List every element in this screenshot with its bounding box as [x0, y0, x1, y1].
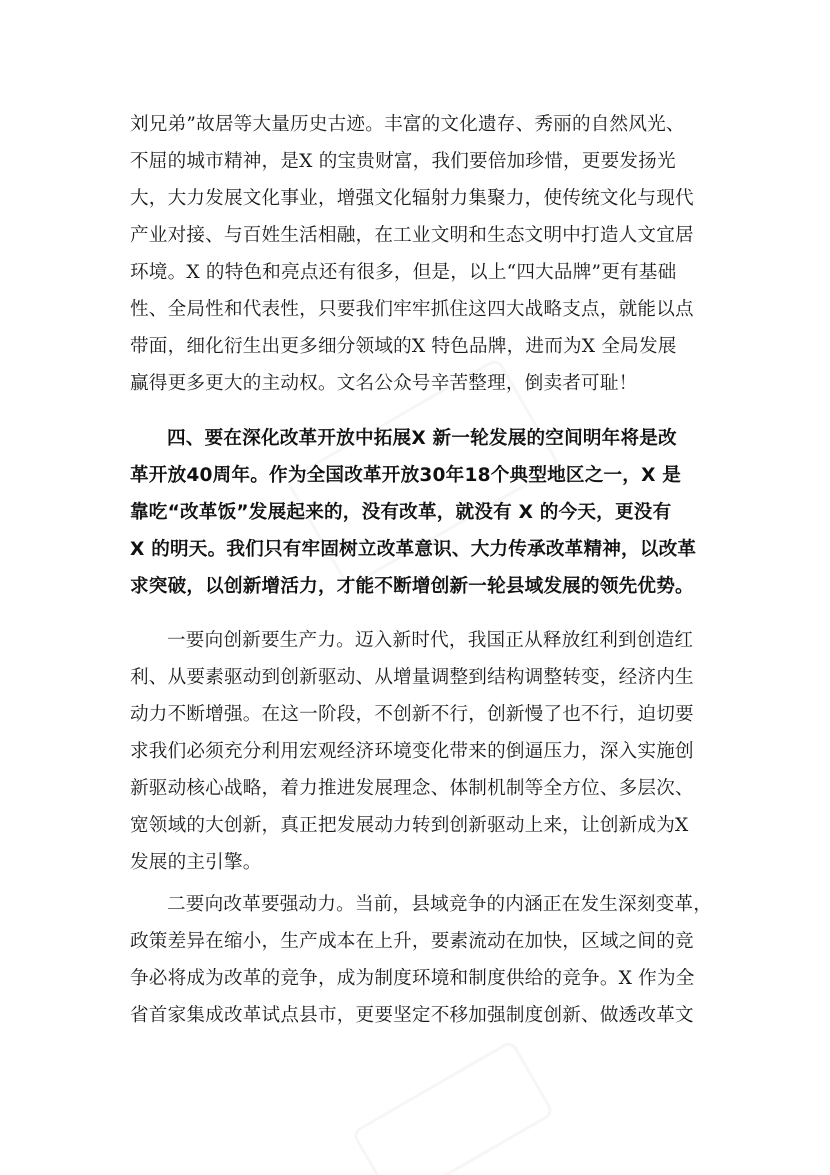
text-line: 环境。X 的特色和亮点还有很多，但是，以上“四大品牌”更有基础 [130, 262, 677, 283]
text-line: 性、全局性和代表性，只要我们牢牢抓住这四大战略支点，就能以点 [130, 299, 694, 320]
text-line: 二要向改革要强动力。当前，县域竞争的内涵正在发生深刻变革， [167, 894, 713, 915]
text-line: 大，大力发展文化事业，增强文化辐射力集聚力，使传统文化与现代 [130, 188, 694, 209]
text-line: 一要向创新要生产力。迈入新时代，我国正从释放红利到创造红 [167, 630, 694, 651]
text-line: 省首家集成改革试点县市，更要坚定不移加强制度创新、做透改革文 [130, 1005, 694, 1026]
heading-line: X 的明天。我们只有牢固树立改革意识、大力传承改革精神，以改革 [130, 539, 697, 560]
text-line: 宽领域的大创新，真正把发展动力转到创新驱动上来，让创新成为X [130, 815, 689, 836]
heading-line: 靠吃“改革饭”发展起来的，没有改革，就没有 X 的今天，更没有 [130, 502, 672, 523]
heading-line: 求突破，以创新增活力，才能不断增创新一轮县域发展的领先优势。 [130, 576, 694, 597]
text-line: 不屈的城市精神，是X 的宝贵财富，我们要倍加珍惜，更要发扬光 [130, 151, 676, 172]
section-heading-reform [130, 420, 700, 605]
text-line: 政策差异在缩小，生产成本在上升，要素流动在加快，区域之间的竞 [130, 931, 694, 952]
heading-line: 四、要在深化改革开放中拓展X 新一轮发展的空间明年将是改 [167, 428, 677, 449]
text-line: 新驱动核心战略，着力推进发展理念、体制机制等全方位、多层次、 [130, 778, 694, 799]
paragraph-culture-continuation [130, 106, 700, 402]
paragraph-reform-power [130, 886, 713, 1034]
text-line: 带面，细化衍生出更多细分领域的X 特色品牌，进而为X 全局发展 [130, 336, 677, 357]
text-line: 动力不断增强。在这一阶段，不创新不行，创新慢了也不行，迫切要 [130, 704, 694, 725]
text-line: 争必将成为改革的竞争，成为制度环境和制度供给的竞争。X 作为全 [130, 968, 695, 989]
paragraph-innovation [130, 622, 700, 881]
text-line: 利、从要素驱动到创新驱动、从增量调整到结构调整转变，经济内生 [130, 667, 694, 688]
text-line: 刘兄弟”故居等大量历史古迹。丰富的文化遗存、秀丽的自然风光、 [130, 114, 685, 135]
text-line: 赢得更多更大的主动权。文名公众号辛苦整理，倒卖者可耻！ [130, 373, 638, 394]
watermark-stamp-bottom [351, 1039, 555, 1175]
text-line: 求我们必须充分利用宏观经济环境变化带来的倒逼压力，深入实施创 [130, 741, 694, 762]
heading-line: 革开放40周年。作为全国改革开放30年18个典型地区之一，X 是 [130, 465, 682, 486]
text-line: 产业对接、与百姓生活相融，在工业文明和生态文明中打造人文宜居 [130, 225, 694, 246]
text-line: 发展的主引擎。 [130, 852, 262, 873]
